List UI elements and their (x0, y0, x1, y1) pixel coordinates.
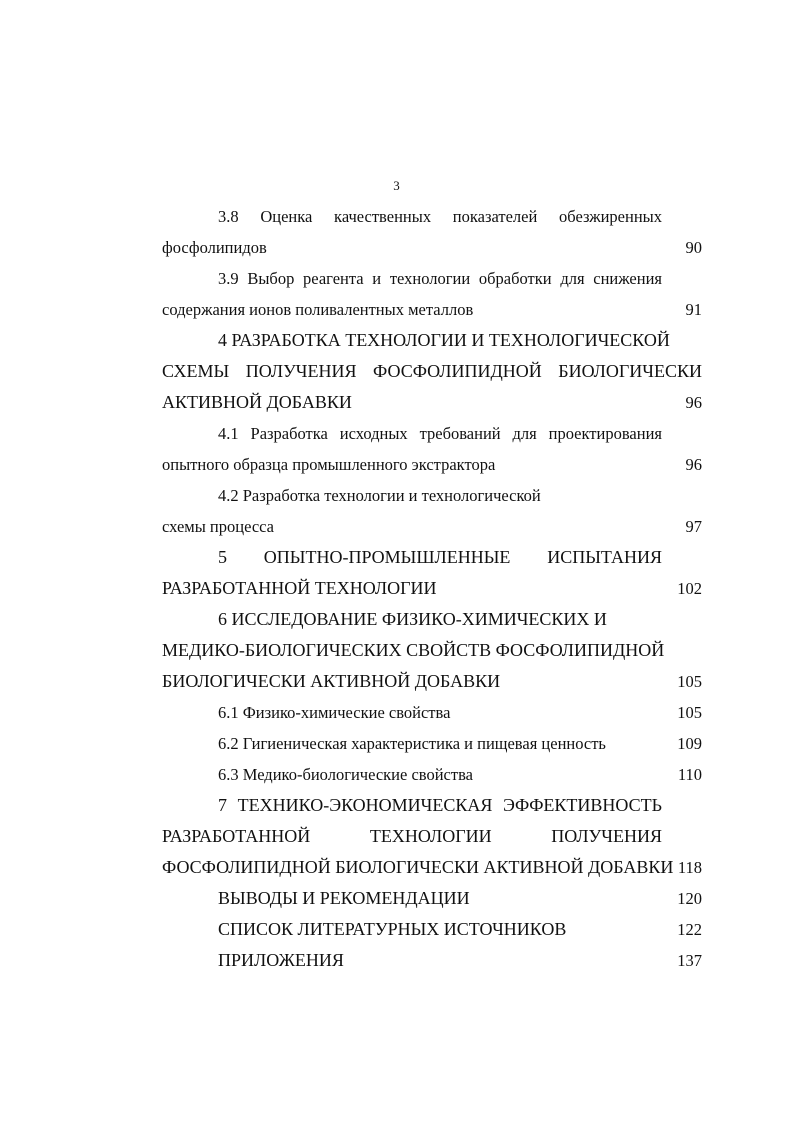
toc-page-number: 105 (677, 672, 702, 691)
toc-entry-4-1-line-1 (162, 418, 702, 449)
toc-entry-text: 6.2 Гигиеническая характеристика и пищевая ценность (218, 734, 606, 753)
toc-chapter-5-line-2 (162, 573, 702, 604)
toc-page-number: 110 (677, 765, 702, 784)
toc-page-number: 105 (677, 703, 702, 722)
toc-entry-3-9-line-2 (162, 294, 702, 325)
toc-chapter-5-line-1 (162, 542, 702, 573)
toc-chapter-7-line-1 (162, 790, 702, 821)
page-number: 3 (393, 178, 400, 193)
toc-entry-text: БИОЛОГИЧЕСКИ АКТИВНОЙ ДОБАВКИ (162, 671, 501, 691)
toc-page-number: 90 (685, 238, 702, 257)
toc-entry-text: фосфолипидов (162, 238, 267, 257)
toc-entry-text: РАЗРАБОТАННОЙ ТЕХНОЛОГИИ (162, 578, 437, 598)
toc-entry-text: 6.1 Физико-химические свойства (218, 703, 451, 722)
toc-entry-text: содержания ионов поливалентных металлов (162, 300, 474, 319)
toc-page-number: 120 (677, 889, 702, 908)
toc-entry-text: СПИСОК ЛИТЕРАТУРНЫХ ИСТОЧНИКОВ (218, 919, 567, 939)
toc-entry-text: 7 ТЕХНИКО-ЭКОНОМИЧЕСКАЯ ЭФФЕКТИВНОСТЬ (218, 795, 662, 815)
toc-entry-text: 6.3 Медико-биологические свойства (218, 765, 473, 784)
toc-entry-text: ФОСФОЛИПИДНОЙ БИОЛОГИЧЕСКИ АКТИВНОЙ ДОБАВКИ (162, 857, 674, 877)
toc-entry-3-8-line-2 (162, 232, 702, 263)
toc-appendices (162, 945, 702, 976)
toc-entry-4-1-line-2 (162, 449, 702, 480)
toc-chapter-4-line-2 (162, 356, 702, 387)
toc-entry-text: схемы процесса (162, 517, 274, 536)
toc-entry-6-2 (162, 728, 702, 759)
toc-entry-4-2-line-2 (162, 511, 702, 542)
toc-entry-text: МЕДИКО-БИОЛОГИЧЕСКИХ СВОЙСТВ ФОСФОЛИПИДНОЙ (162, 640, 665, 660)
toc-entry-text: СХЕМЫ ПОЛУЧЕНИЯ ФОСФОЛИПИДНОЙ БИОЛОГИЧЕСКИ (162, 361, 702, 381)
toc-entry-text: 6 ИССЛЕДОВАНИЕ ФИЗИКО-ХИМИЧЕСКИХ И (218, 609, 607, 629)
toc-entry-text: 4.1 Разработка исходных требований для проектирования (218, 424, 662, 443)
toc-references (162, 914, 702, 945)
toc-page-number: 137 (677, 951, 702, 970)
table-of-contents (162, 201, 702, 976)
toc-chapter-4-line-1 (162, 325, 702, 356)
toc-entry-text: ВЫВОДЫ И РЕКОМЕНДАЦИИ (218, 888, 470, 908)
toc-page-number: 97 (685, 517, 702, 536)
toc-chapter-6-line-1 (162, 604, 702, 635)
toc-page-number: 96 (685, 393, 702, 412)
toc-page-number: 122 (677, 920, 702, 939)
toc-entry-text: 3.9 Выбор реагента и технологии обработки для снижения (218, 269, 662, 288)
toc-entry-3-9-line-1 (162, 263, 702, 294)
toc-entry-text: ПРИЛОЖЕНИЯ (218, 950, 344, 970)
toc-chapter-6-line-2 (162, 635, 702, 666)
toc-conclusions (162, 883, 702, 914)
toc-page-number: 102 (677, 579, 702, 598)
toc-chapter-7-line-2 (162, 821, 702, 852)
toc-entry-6-3 (162, 759, 702, 790)
toc-entry-4-2-line-1 (162, 480, 702, 511)
toc-page-number: 96 (685, 455, 702, 474)
toc-page-number: 109 (677, 734, 702, 753)
toc-page-number: 91 (685, 300, 702, 319)
toc-page-number: 118 (677, 858, 702, 877)
toc-chapter-6-line-3 (162, 666, 702, 697)
toc-entry-3-8-line-1 (162, 201, 702, 232)
toc-entry-6-1 (162, 697, 702, 728)
toc-chapter-7-line-3 (162, 852, 702, 883)
toc-entry-text: 4 РАЗРАБОТКА ТЕХНОЛОГИИ И ТЕХНОЛОГИЧЕСКОЙ (218, 330, 670, 350)
toc-entry-text: 5 ОПЫТНО-ПРОМЫШЛЕННЫЕ ИСПЫТАНИЯ (218, 547, 662, 567)
toc-entry-text: АКТИВНОЙ ДОБАВКИ (162, 392, 352, 412)
toc-entry-text: опытного образца промышленного экстрактора (162, 455, 496, 474)
toc-entry-text: 4.2 Разработка технологии и технологической (218, 486, 541, 505)
toc-entry-text: 3.8 Оценка качественных показателей обезжиренных (218, 207, 662, 226)
toc-entry-text: РАЗРАБОТАННОЙ ТЕХНОЛОГИИ ПОЛУЧЕНИЯ (162, 826, 662, 846)
toc-chapter-4-line-3 (162, 387, 702, 418)
